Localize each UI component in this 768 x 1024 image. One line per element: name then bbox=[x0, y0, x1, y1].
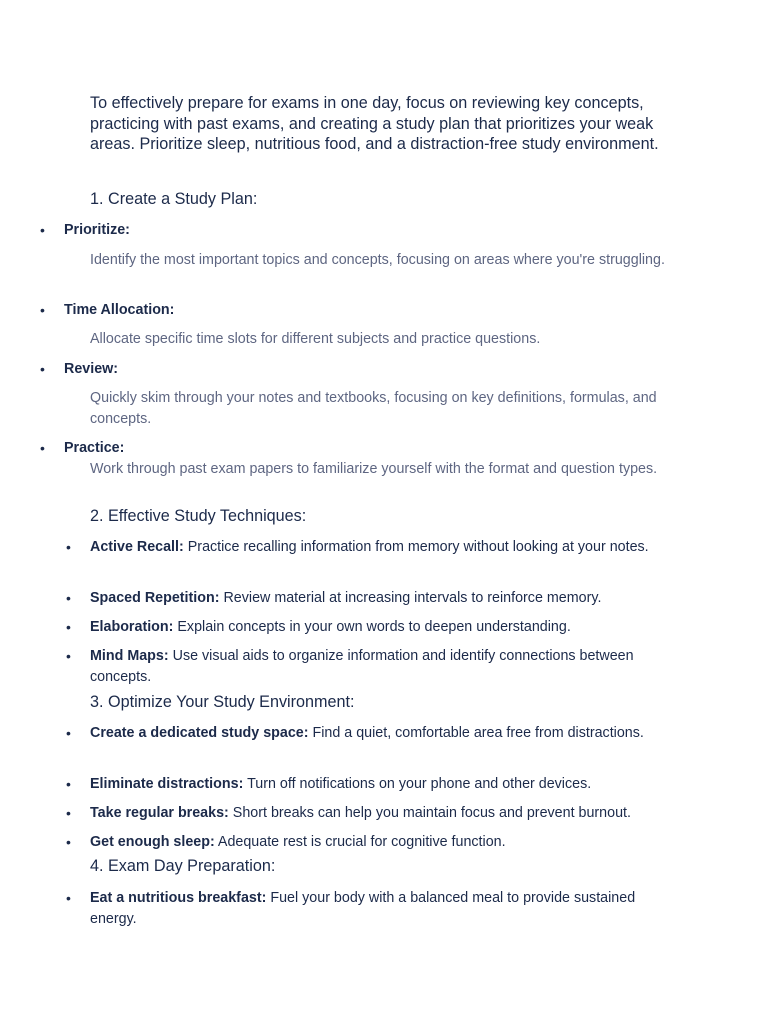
bullet-icon: • bbox=[66, 648, 71, 664]
item-description: Turn off notifications on your phone and other devices. bbox=[247, 776, 592, 792]
item-description: Adequate rest is crucial for cognitive function. bbox=[217, 834, 506, 850]
item-description: Allocate specific time slots for different subjects and practice questions. bbox=[90, 331, 541, 347]
section-heading-exam-day-preparation: 4. Exam Day Preparation: bbox=[90, 857, 276, 875]
item-label: Elaboration: bbox=[90, 619, 174, 635]
item-description: Quickly skim through your notes and textbooks, focusing on key definitions, formulas, and concepts. bbox=[90, 390, 657, 427]
item-description: Use visual aids to organize information and identify connections between concepts. bbox=[90, 648, 634, 685]
bullet-icon: • bbox=[40, 361, 45, 377]
section-heading-create-study-plan: 1. Create a Study Plan: bbox=[90, 190, 258, 208]
section-heading-optimize-study-environment: 3. Optimize Your Study Environment: bbox=[90, 693, 355, 711]
bullet-icon: • bbox=[66, 539, 71, 555]
item-label: Get enough sleep: bbox=[90, 834, 215, 850]
item-label: Prioritize: bbox=[64, 222, 130, 238]
section-heading-effective-study-techniques: 2. Effective Study Techniques: bbox=[90, 507, 307, 525]
bullet-icon: • bbox=[66, 590, 71, 606]
item-label: Eat a nutritious breakfast: bbox=[90, 890, 267, 906]
bullet-icon: • bbox=[66, 619, 71, 635]
item-description: Identify the most important topics and concepts, focusing on areas where you're struggling. bbox=[90, 252, 665, 268]
item-label: Spaced Repetition: bbox=[90, 590, 220, 606]
item-description: Practice recalling information from memory without looking at your notes. bbox=[187, 539, 649, 555]
item-description: Fuel your body with a balanced meal to provide sustained energy. bbox=[90, 890, 636, 927]
bullet-icon: • bbox=[66, 834, 71, 850]
item-label: Mind Maps: bbox=[90, 648, 169, 664]
item-label: Eliminate distractions: bbox=[90, 776, 244, 792]
bullet-icon: • bbox=[40, 302, 45, 318]
item-label: Create a dedicated study space: bbox=[90, 725, 309, 741]
intro-paragraph: To effectively prepare for exams in one day, focus on reviewing key concepts, practicing with past exams, and creating a study plan that prioritizes your weak areas. Prioritize sleep, nutritious food, and a distraction-free study environment. bbox=[90, 94, 659, 153]
bullet-icon: • bbox=[66, 890, 71, 906]
item-description: Explain concepts in your own words to deepen understanding. bbox=[177, 619, 571, 635]
item-description: Short breaks can help you maintain focus and prevent burnout. bbox=[232, 805, 631, 821]
item-label: Time Allocation: bbox=[64, 302, 175, 318]
bullet-icon: • bbox=[66, 805, 71, 821]
bullet-icon: • bbox=[40, 440, 45, 456]
item-label: Practice: bbox=[64, 440, 125, 456]
bullet-icon: • bbox=[66, 776, 71, 792]
item-description: Review material at increasing intervals to reinforce memory. bbox=[223, 590, 602, 606]
item-label: Take regular breaks: bbox=[90, 805, 229, 821]
item-label: Review: bbox=[64, 361, 119, 377]
item-description: Work through past exam papers to familiarize yourself with the format and question types. bbox=[90, 461, 658, 477]
item-label: Active Recall: bbox=[90, 539, 184, 555]
bullet-icon: • bbox=[40, 222, 45, 238]
bullet-icon: • bbox=[66, 725, 71, 741]
item-description: Find a quiet, comfortable area free from distractions. bbox=[312, 725, 644, 741]
